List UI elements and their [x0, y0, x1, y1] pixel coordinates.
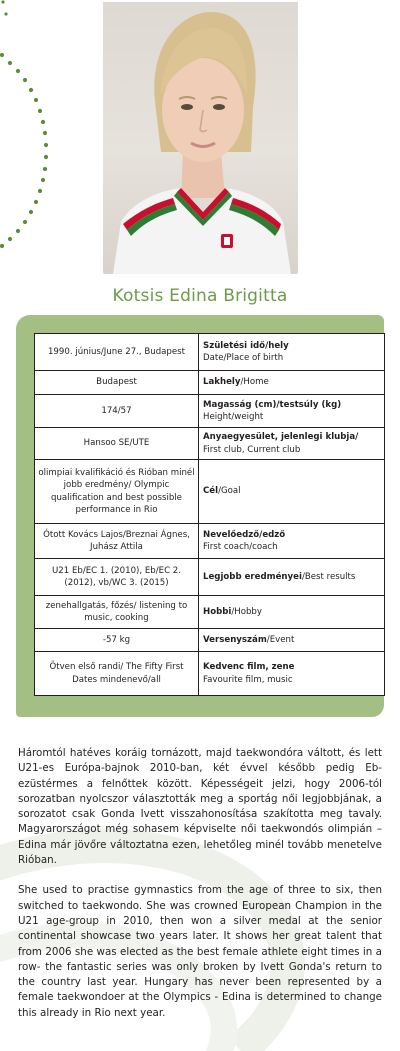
fact-label-hu: Legjobb eredményei: [203, 571, 302, 582]
fact-value: U21 Eb/EC 1. (2010), Eb/EC 2. (2012), vb/WC 3. (2015): [35, 559, 199, 596]
fact-label: [199, 629, 385, 652]
table-row: [35, 460, 385, 524]
table-row: [35, 652, 385, 696]
fact-label-en: Favourite film, music: [203, 674, 293, 685]
fact-label-en: /Event: [266, 634, 295, 645]
fact-label-hu: Hobbi: [203, 606, 232, 617]
fact-label: [199, 334, 385, 371]
fact-label: [199, 596, 385, 629]
fact-label-en: /Hobby: [231, 606, 262, 617]
fact-label: [199, 524, 385, 559]
fact-label-hu: Lakhely: [203, 377, 241, 388]
fact-label-hu: Kedvenc film, zene: [203, 662, 295, 672]
fact-label: [199, 652, 385, 696]
fact-label-en: /Goal: [218, 486, 241, 497]
fact-label: [199, 428, 385, 460]
table-row: [35, 596, 385, 629]
fact-value: Ótott Kovács Lajos/Breznai Ágnes, Juhász Attila: [35, 524, 199, 559]
table-row: [35, 629, 385, 652]
athlete-name: Kotsis Edina Brigitta: [112, 286, 288, 306]
table-row: [35, 371, 385, 395]
biography: [18, 746, 382, 1036]
athlete-portrait-icon: [103, 2, 298, 274]
biography-hungarian: Háromtól hatéves koráig tornázott, majd taekwondóra váltott, és lett U21-es Európa-bajnok 2010-ban, két évvel később pedig Eb-ezüstérmes a felnőttek között. Képességeit jelzi, hogy 2006-tól sorozatban nyolcszor választották meg a sportág női legjobbjának, a sorozatot csak Gonda Ivett visszahonosítása szakította meg tavaly. Magyarországot még sohasem képviselte női taekwondós olimpián – Edina már jövőre változtatna ezen, lehetőleg minél tovább menetelve Rióban.: [18, 747, 382, 867]
fact-label-en: First coach/coach: [203, 542, 278, 552]
fact-label: [199, 559, 385, 596]
fact-label-hu: Születési idő/hely: [203, 340, 289, 351]
fact-label-en: Date/Place of birth: [203, 353, 284, 363]
fact-label-hu: Magasság (cm)/testsúly (kg): [203, 399, 342, 410]
table-row: [35, 559, 385, 596]
table-row: [35, 428, 385, 460]
facts-table: [34, 333, 385, 696]
fact-value: Budapest: [35, 371, 199, 395]
fact-value: olimpiai kvalifikáció és Rióban minél jobb eredmény/ Olympic qualification and best possible performance in Rio: [35, 460, 199, 524]
table-row: [35, 395, 385, 428]
fact-value: Ötven első randi/ The Fifty First Dates mindenevő/all: [35, 652, 199, 696]
fact-value: 174/57: [35, 395, 199, 428]
fact-label: [199, 460, 385, 524]
fact-label: [199, 371, 385, 395]
biography-english: She used to practise gymnastics from the age of three to six, then switched to taekwondo. She was crowned European Champion in the U21 age-group in 2010, then won a silver medal at the senior continental showcase two years later. It shows her great talent that from 2006 she was elected as the best female athlete eight times in a row- the fantastic series was only broken by Ivett Gonda's return to the country last year. Hungary has never been represented by a female taekwondoer at the Olympics - Edina is determined to change this already in Rio next year.: [18, 884, 382, 1019]
table-row: [35, 524, 385, 559]
table-row: [35, 334, 385, 371]
fact-value: zenehallgatás, főzés/ listening to music, cooking: [35, 596, 199, 629]
fact-label-en: /Best results: [301, 571, 356, 582]
fact-label-en: /Home: [240, 377, 269, 388]
athlete-photo: [103, 2, 298, 274]
fact-value: -57 kg: [35, 629, 199, 652]
fact-value: 1990. június/June 27., Budapest: [35, 334, 199, 371]
fact-label-hu: Nevelőedző/edző: [203, 529, 286, 540]
fact-label-en: Height/weight: [203, 412, 264, 422]
fact-label: [199, 395, 385, 428]
fact-label-hu: Versenyszám: [203, 634, 267, 645]
fact-label-hu: Cél: [203, 486, 219, 497]
fact-value: Hansoo SE/UTE: [35, 428, 199, 460]
fact-label-hu: Anyaegyesület, jelenlegi klubja/: [203, 432, 359, 442]
fact-label-en: First club, Current club: [203, 444, 301, 455]
